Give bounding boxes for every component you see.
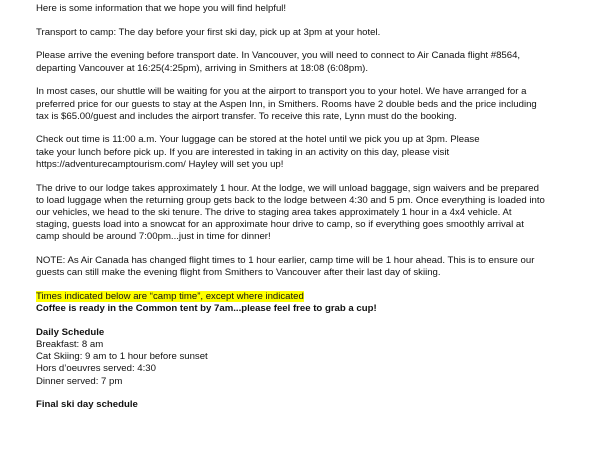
intro-text: Here is some information that we hope you will find helpful! [36,3,287,14]
arrival-line: departing Vancouver at 16:25(4:25pm), arriving in Smithers at 18:08 (6:08pm). [36,62,369,74]
drive-paragraph [36,183,606,244]
daily-schedule-section [36,327,606,388]
arrival-line: Please arrive the evening before transport date. In Vancouver, you will need to connect to Air Canada flight #8564, [36,50,521,62]
shuttle-line: preferred price for our guests to stay at the Aspen Inn, in Smithers. Rooms have 2 double beds and the price including [36,98,537,110]
drive-line: staging, guests load into a snowcat for an approximate hour drive to camp, so if everything goes smoothly arrival at [36,219,524,231]
note-line: guests can still make the evening flight from Smithers to Vancouver after their last day of skiing. [36,267,441,279]
drive-line: The drive to our lodge takes approximately 1 hour. At the lodge, we will unload baggage, sign waivers and be prepared [36,182,539,194]
shuttle-line: In most cases, our shuttle will be waiting for you at the airport to transport you to your hotel. We have arranged for a [36,86,527,98]
transport-text: Transport to camp: The day before your first ski day, pick up at 3pm at your hotel. [36,26,381,38]
schedule-item: Hors d’oeuvres served: 4:30 [36,363,156,375]
document-page [36,0,606,412]
checkout-paragraph [36,134,606,171]
checkout-line: take your lunch before pick up. If you are interested in taking in an activity on this day, please visit [36,146,450,158]
highlight-paragraph [36,291,606,315]
coffee-note: Coffee is ready in the Common tent by 7am...please feel free to grab a cup! [36,303,377,315]
final-day-section [36,399,606,411]
drive-line: camp should be around 7:00pm...just in time for dinner! [36,231,271,243]
note-paragraph [36,255,606,279]
daily-schedule-heading: Daily Schedule [36,326,105,338]
shuttle-line: tax is $65.00/guest and includes the airport transfer. To receive this rate, Lynn must do the booking. [36,110,457,122]
arrival-paragraph [36,50,606,74]
highlighted-note: Times indicated below are “camp time”, except where indicated [36,290,304,302]
schedule-item: Cat Skiing: 9 am to 1 hour before sunset [36,351,208,363]
note-line: NOTE: As Air Canada has changed flight times to 1 hour earlier, camp time will be 1 hour ahead. This is to ensure our [36,255,535,267]
schedule-item: Breakfast: 8 am [36,339,104,351]
checkout-line: https://adventurecamptourism.com/ Hayley will set you up! [36,158,284,170]
schedule-item: Dinner served: 7 pm [36,375,123,387]
drive-line: to load luggage when the returning group gets back to the lodge between 4:30 and 5 pm. Once everything is loaded into [36,194,545,206]
drive-line: our vehicles, we head to the ski tenure. The drive to staging area takes approximately 1 hour in a 4x4 vehicle. At [36,206,512,218]
final-day-heading: Final ski day schedule [36,399,138,411]
shuttle-paragraph [36,86,606,123]
checkout-line: Check out time is 11:00 a.m. Your luggage can be stored at the hotel until we pick you up at 3pm. Please [36,134,480,146]
